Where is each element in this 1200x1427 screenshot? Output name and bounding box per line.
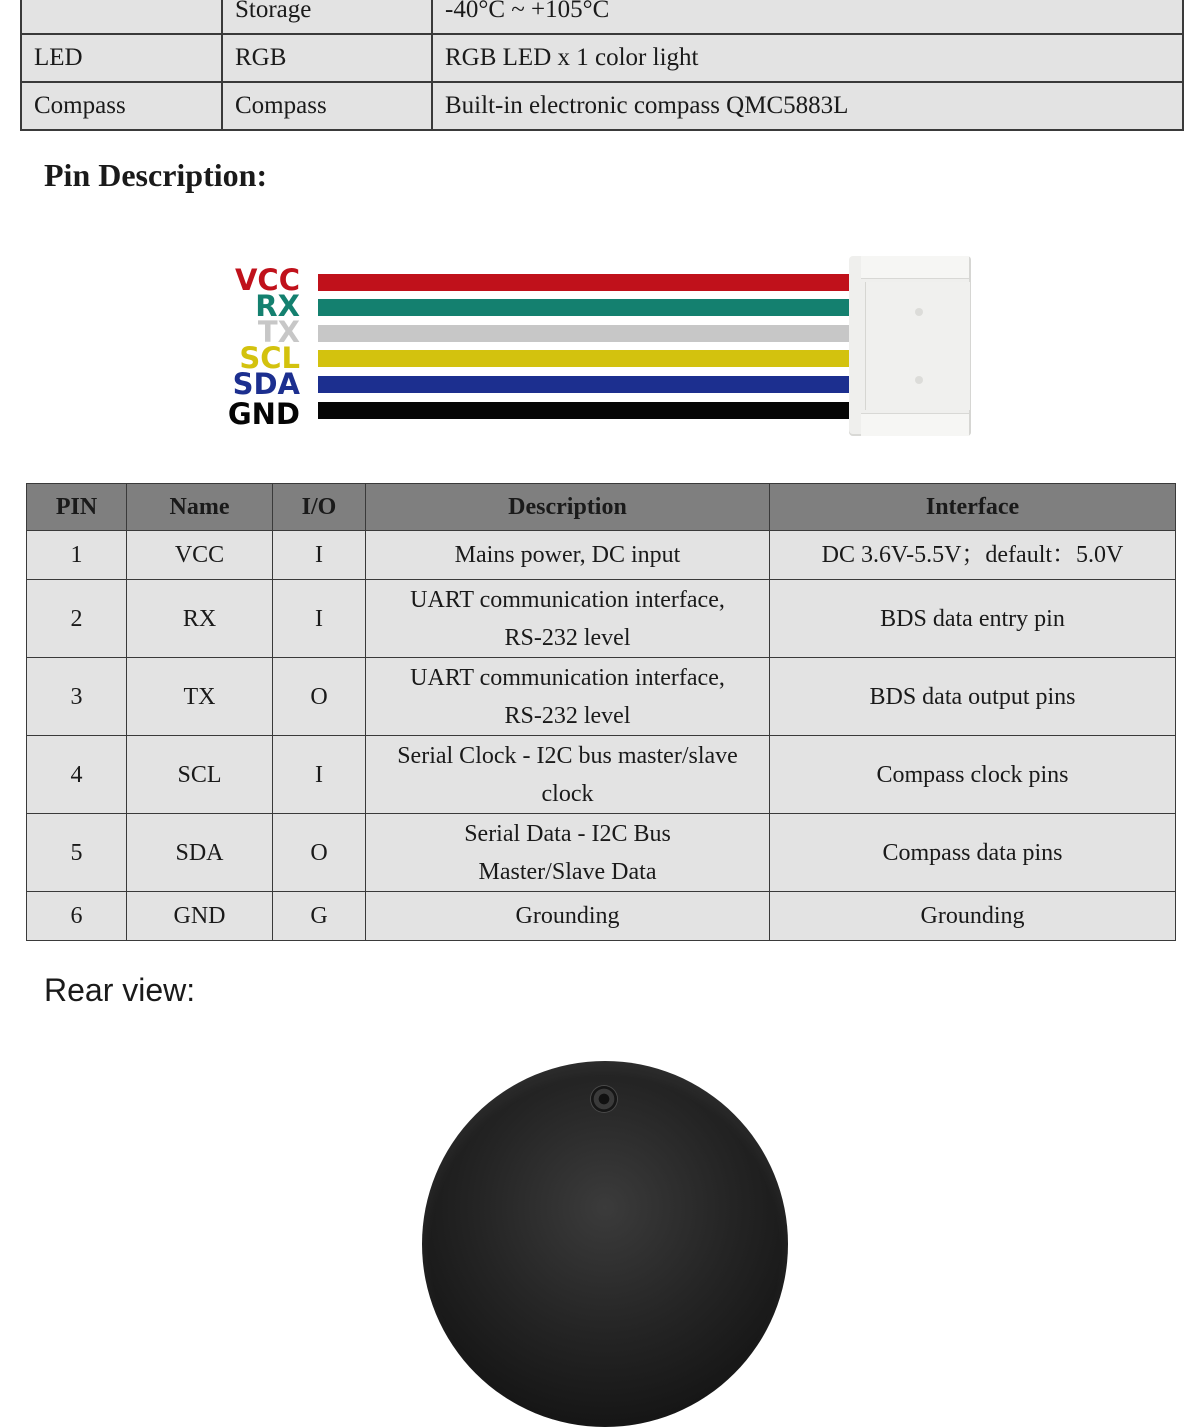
pin-interface: BDS data entry pin bbox=[770, 580, 1176, 658]
table-row bbox=[21, 34, 1183, 82]
wire-scl bbox=[318, 350, 850, 367]
pin-name: SCL bbox=[127, 736, 273, 814]
spec-cell-item: RGB bbox=[222, 34, 432, 82]
table-row bbox=[27, 736, 1176, 814]
wire-vcc bbox=[318, 274, 850, 291]
pin-interface: BDS data output pins bbox=[770, 658, 1176, 736]
pin-interface: Grounding bbox=[770, 892, 1176, 941]
spec-cell-item: Compass bbox=[222, 82, 432, 130]
pin-description bbox=[366, 658, 770, 736]
wire-label-scl: SCL bbox=[239, 341, 300, 375]
spec-table bbox=[20, 0, 1184, 131]
pin-name: RX bbox=[127, 580, 273, 658]
pin-number: 4 bbox=[27, 736, 127, 814]
pin-number: 2 bbox=[27, 580, 127, 658]
wire-connector bbox=[849, 256, 971, 436]
column-header-interface: Interface bbox=[770, 484, 1176, 531]
pin-io: I bbox=[273, 736, 366, 814]
wire-sda bbox=[318, 376, 850, 393]
pin-description-line: Serial Data - I2C Bus bbox=[464, 820, 671, 847]
pin-interface: DC 3.6V-5.5V；default：5.0V bbox=[770, 531, 1176, 580]
pin-description-line: Serial Clock - I2C bus master/slave bbox=[397, 742, 738, 769]
spec-cell-category bbox=[21, 0, 222, 34]
pin-number: 5 bbox=[27, 814, 127, 892]
pin-io: I bbox=[273, 531, 366, 580]
pin-description-line: UART communication interface, bbox=[410, 664, 725, 691]
pin-description-line: clock bbox=[541, 780, 594, 807]
pin-description-line: Grounding bbox=[515, 903, 620, 929]
pin-io: I bbox=[273, 580, 366, 658]
column-header-description: Description bbox=[366, 484, 770, 531]
pin-interface: Compass clock pins bbox=[770, 736, 1176, 814]
wire-label-sda: SDA bbox=[232, 367, 300, 401]
pin-description bbox=[366, 814, 770, 892]
spec-cell-category: Compass bbox=[21, 82, 222, 130]
column-header-name: Name bbox=[127, 484, 273, 531]
pin-number: 3 bbox=[27, 658, 127, 736]
device-rear-image bbox=[422, 1061, 788, 1427]
pin-io: G bbox=[273, 892, 366, 941]
table-row bbox=[27, 580, 1176, 658]
wire-rx bbox=[318, 299, 850, 316]
pin-description bbox=[366, 892, 770, 941]
wire-label-tx: TX bbox=[257, 315, 300, 349]
pin-description-line: UART communication interface, bbox=[410, 586, 725, 613]
pin-name: GND bbox=[127, 892, 273, 941]
pin-description-heading: Pin Description: bbox=[44, 157, 268, 193]
pin-table bbox=[26, 483, 1176, 941]
wire-gnd bbox=[318, 402, 850, 419]
wire-label-rx: RX bbox=[255, 289, 300, 323]
table-row bbox=[21, 0, 1183, 34]
table-row bbox=[27, 814, 1176, 892]
pin-number: 1 bbox=[27, 531, 127, 580]
pin-io: O bbox=[273, 658, 366, 736]
pin-description-line: RS-232 level bbox=[504, 702, 631, 729]
table-row bbox=[27, 892, 1176, 941]
column-header-pin: PIN bbox=[27, 484, 127, 531]
wire-label-vcc: VCC bbox=[234, 263, 300, 297]
spec-cell-category: LED bbox=[21, 34, 222, 82]
pin-number: 6 bbox=[27, 892, 127, 941]
table-row bbox=[27, 531, 1176, 580]
rear-view-heading: Rear view: bbox=[44, 972, 196, 1008]
pin-description-line: Master/Slave Data bbox=[478, 858, 657, 885]
pin-name: TX bbox=[127, 658, 273, 736]
pin-description bbox=[366, 531, 770, 580]
pin-description bbox=[366, 736, 770, 814]
screw-hole bbox=[591, 1086, 617, 1112]
wire-label-gnd: GND bbox=[227, 397, 300, 431]
pin-io: O bbox=[273, 814, 366, 892]
pin-description bbox=[366, 580, 770, 658]
spec-cell-value: Built-in electronic compass QMC5883L bbox=[432, 82, 1183, 130]
wire-tx bbox=[318, 325, 850, 342]
spec-cell-value: -40°C ~ +105°C bbox=[432, 0, 1183, 34]
spec-cell-value: RGB LED x 1 color light bbox=[432, 34, 1183, 82]
table-row bbox=[27, 658, 1176, 736]
pin-interface: Compass data pins bbox=[770, 814, 1176, 892]
pin-name: VCC bbox=[127, 531, 273, 580]
column-header-io: I/O bbox=[273, 484, 366, 531]
pin-description-line: Mains power, DC input bbox=[454, 542, 681, 568]
table-header-row bbox=[27, 484, 1176, 531]
pin-description-line: RS-232 level bbox=[504, 624, 631, 651]
spec-cell-item: Storage bbox=[222, 0, 432, 34]
pin-name: SDA bbox=[127, 814, 273, 892]
table-row bbox=[21, 82, 1183, 130]
